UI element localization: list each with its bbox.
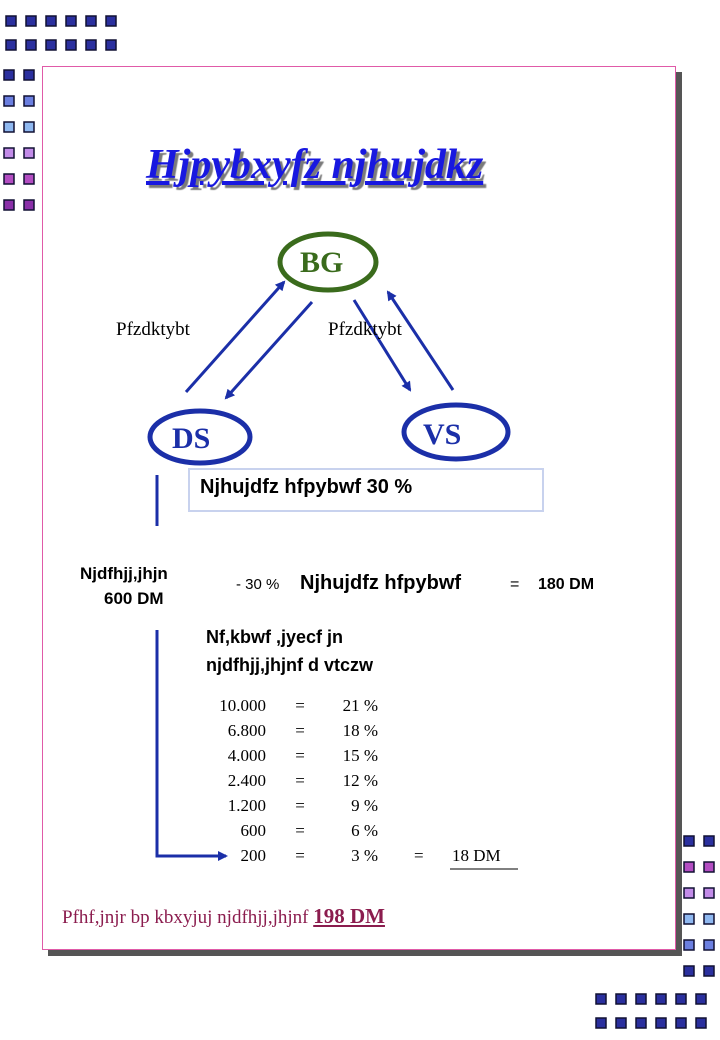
table-row (206, 722, 406, 740)
row-percent: 15 % (342, 746, 378, 765)
summary-value: 198 DM (313, 904, 385, 928)
arrow-label-right: Pfzdktybt (328, 319, 402, 340)
arrow-vs-to-bg (388, 292, 453, 390)
discount-equals: = (510, 576, 520, 593)
row-equals: = (295, 821, 305, 840)
row-amount: 600 (240, 821, 266, 840)
table-row (206, 747, 406, 765)
table-row (206, 797, 406, 815)
summary-text: Pfhf,jnjr bp kbxyjuj njdfhjj,jhjnf (62, 907, 309, 928)
discount-label: Njhujdfz hfpybwf (300, 572, 462, 594)
row-equals: = (295, 696, 305, 715)
discount-prefix: - 30 % (236, 576, 280, 593)
row-amount: 2.400 (227, 771, 266, 790)
page-title: Hjpybxyfz njhujdkz (146, 142, 484, 188)
last-row-result: 18 DM (452, 846, 501, 865)
table-row (206, 847, 406, 865)
row-amount: 200 (240, 846, 266, 865)
row-amount: 1.200 (227, 796, 266, 815)
node-ds-label: DS (172, 422, 211, 455)
last-row-equals: = (414, 846, 424, 865)
arrow-ds-to-bg (186, 282, 284, 392)
row-equals: = (295, 771, 305, 790)
table-row (206, 772, 406, 790)
row-percent: 12 % (342, 771, 378, 790)
row-amount: 4.000 (227, 746, 266, 765)
table-header-line1: Nf,kbwf ,jyecf jn (206, 627, 344, 647)
row-percent: 21 % (342, 696, 378, 715)
row-equals: = (295, 846, 305, 865)
discount-result: 180 DM (538, 576, 595, 593)
row-equals: = (295, 721, 305, 740)
arrow-bg-to-ds (226, 302, 312, 398)
row-equals: = (295, 796, 305, 815)
row-amount: 10.000 (219, 696, 266, 715)
row-amount: 6.800 (227, 721, 266, 740)
row-percent: 3 % (351, 846, 378, 865)
node-vs-label: VS (423, 418, 462, 451)
row-equals: = (295, 746, 305, 765)
summary-line (62, 906, 385, 927)
base-value: 600 DM (104, 589, 164, 608)
table-row (206, 822, 406, 840)
row-percent: 9 % (351, 796, 378, 815)
arrow-label-left: Pfzdktybt (116, 319, 190, 340)
row-percent: 6 % (351, 821, 378, 840)
table-header-line2: njdfhjj,jhjnf d vtczw (206, 655, 373, 675)
bracket-table (206, 697, 406, 877)
node-bg-label: BG (300, 246, 344, 279)
base-label: Njdfhjj,jhjn (80, 564, 168, 583)
share-box-text: Njhujdfz hfpybwf 30 % (200, 476, 413, 498)
row-percent: 18 % (342, 721, 378, 740)
table-row (206, 697, 406, 715)
